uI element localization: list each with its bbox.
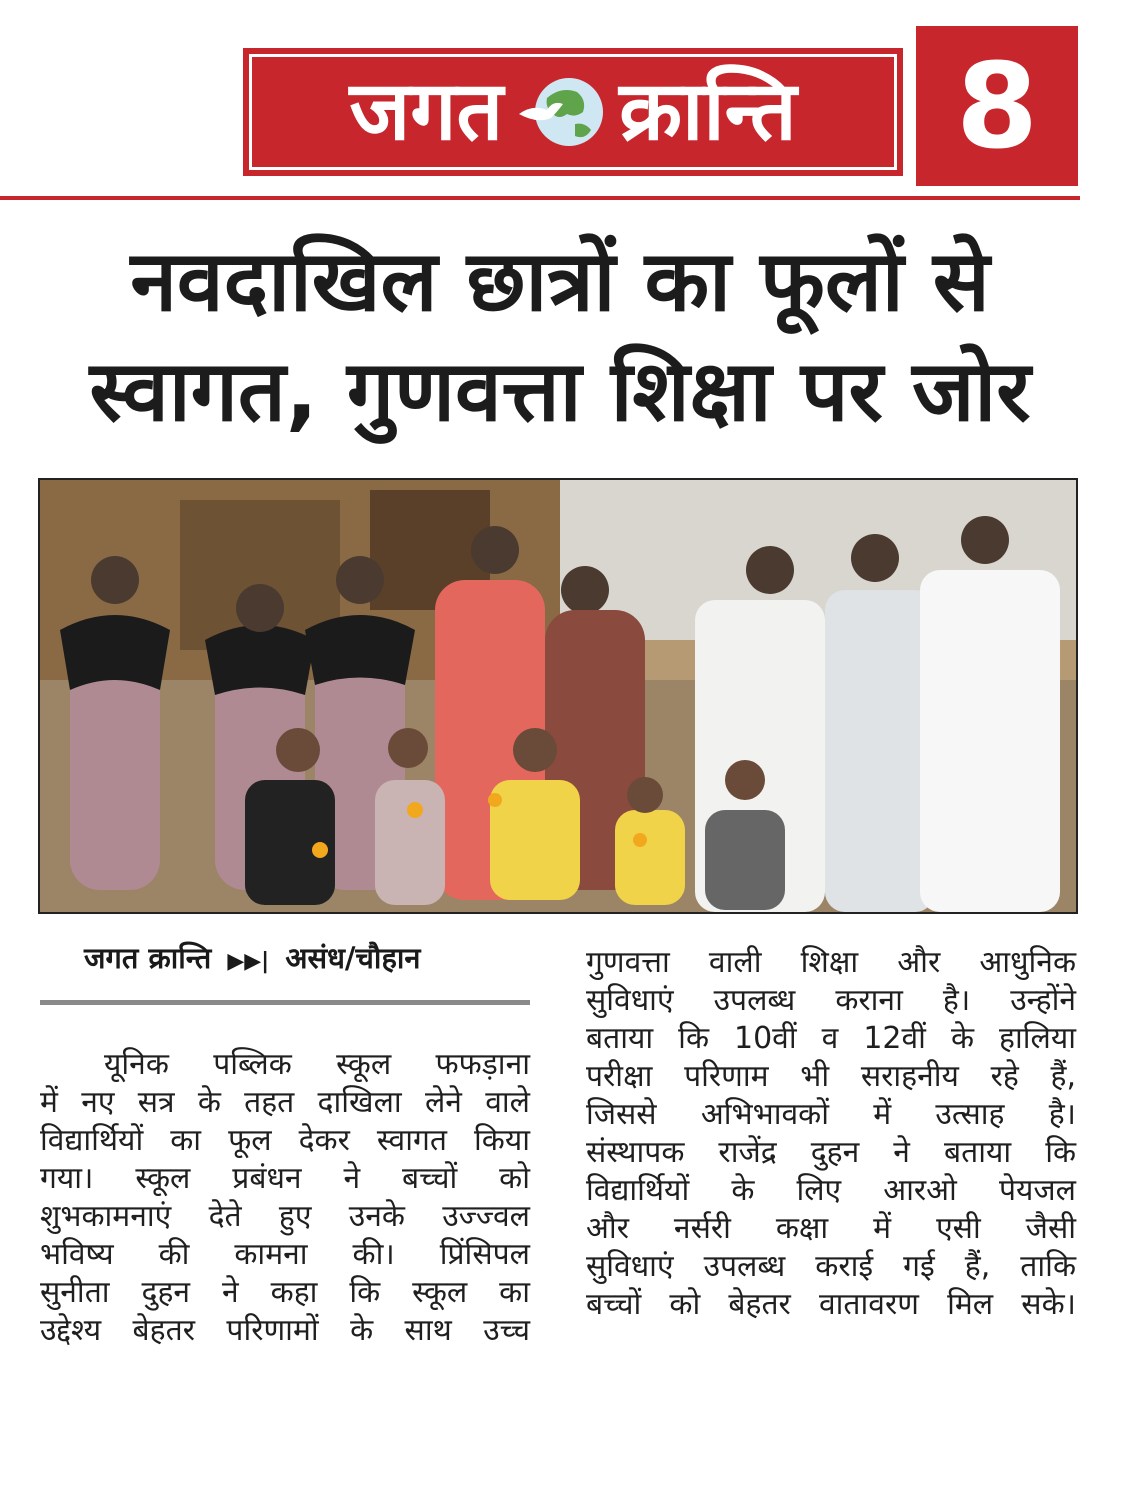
article-line: सुविधाएं उपलब्ध कराई गई हैं, ताकि — [586, 1249, 1076, 1284]
article-line: शुभकामनाएं देते हुए उनके उज्ज्वल — [40, 1199, 530, 1234]
byline-rule — [40, 1000, 530, 1005]
article-line: और नर्सरी कक्षा में एसी जैसी — [586, 1211, 1076, 1246]
masthead-rule — [0, 196, 1080, 200]
byline-place-author: असंध/चौहान — [285, 941, 421, 975]
article-line: उद्देश्य बेहतर परिणामों के साथ उच्च — [40, 1313, 530, 1348]
headline — [40, 226, 1080, 446]
byline — [84, 938, 534, 977]
page-number: 8 — [916, 26, 1078, 186]
article-line: गुणवत्ता वाली शिक्षा और आधुनिक — [586, 945, 1076, 980]
article-column-2 — [586, 944, 1076, 1324]
headline-line-2: स्वागत, गुणवत्ता शिक्षा पर जोर — [89, 342, 1031, 440]
news-photo — [38, 478, 1078, 914]
article-line: बच्चों को बेहतर वातावरण मिल सके। — [586, 1287, 1076, 1322]
masthead-right-word: क्रान्ति — [619, 64, 797, 159]
article-line: सुनीता दुहन ने कहा कि स्कूल का — [40, 1275, 530, 1310]
group-photo-illustration — [40, 480, 1076, 912]
article-column-1 — [40, 1046, 530, 1350]
article-line: भविष्य की कामना की। प्रिंसिपल — [40, 1237, 530, 1272]
headline-line-1: नवदाखिल छात्रों का फूलों से — [130, 232, 990, 330]
masthead-left-word: जगत — [349, 64, 504, 159]
fast-forward-icon: ▶▶| — [227, 949, 270, 974]
article-line: में नए सत्र के तहत दाखिला लेने वाले — [40, 1085, 530, 1120]
article-line: परीक्षा परिणाम भी सराहनीय रहे हैं, — [586, 1059, 1076, 1094]
article-line: विद्यार्थियों के लिए आरओ पेयजल — [586, 1173, 1076, 1208]
article-line: जिससे अभिभावकों में उत्साह है। — [586, 1097, 1076, 1132]
article-line: यूनिक पब्लिक स्कूल फफड़ाना — [104, 1047, 530, 1082]
article-line: संस्थापक राजेंद्र दुहन ने बताया कि — [586, 1135, 1076, 1170]
dove-globe-icon — [517, 74, 605, 150]
article-line: विद्यार्थियों का फूल देकर स्वागत किया — [40, 1123, 530, 1158]
article-line: बताया कि 10वीं व 12वीं के हालिया — [586, 1021, 1076, 1056]
masthead — [243, 48, 903, 176]
article-line: गया। स्कूल प्रबंधन ने बच्चों को — [40, 1161, 530, 1196]
byline-paper: जगत क्रान्ति — [84, 941, 212, 975]
article-line: सुविधाएं उपलब्ध कराना है। उन्होंने — [586, 983, 1076, 1018]
